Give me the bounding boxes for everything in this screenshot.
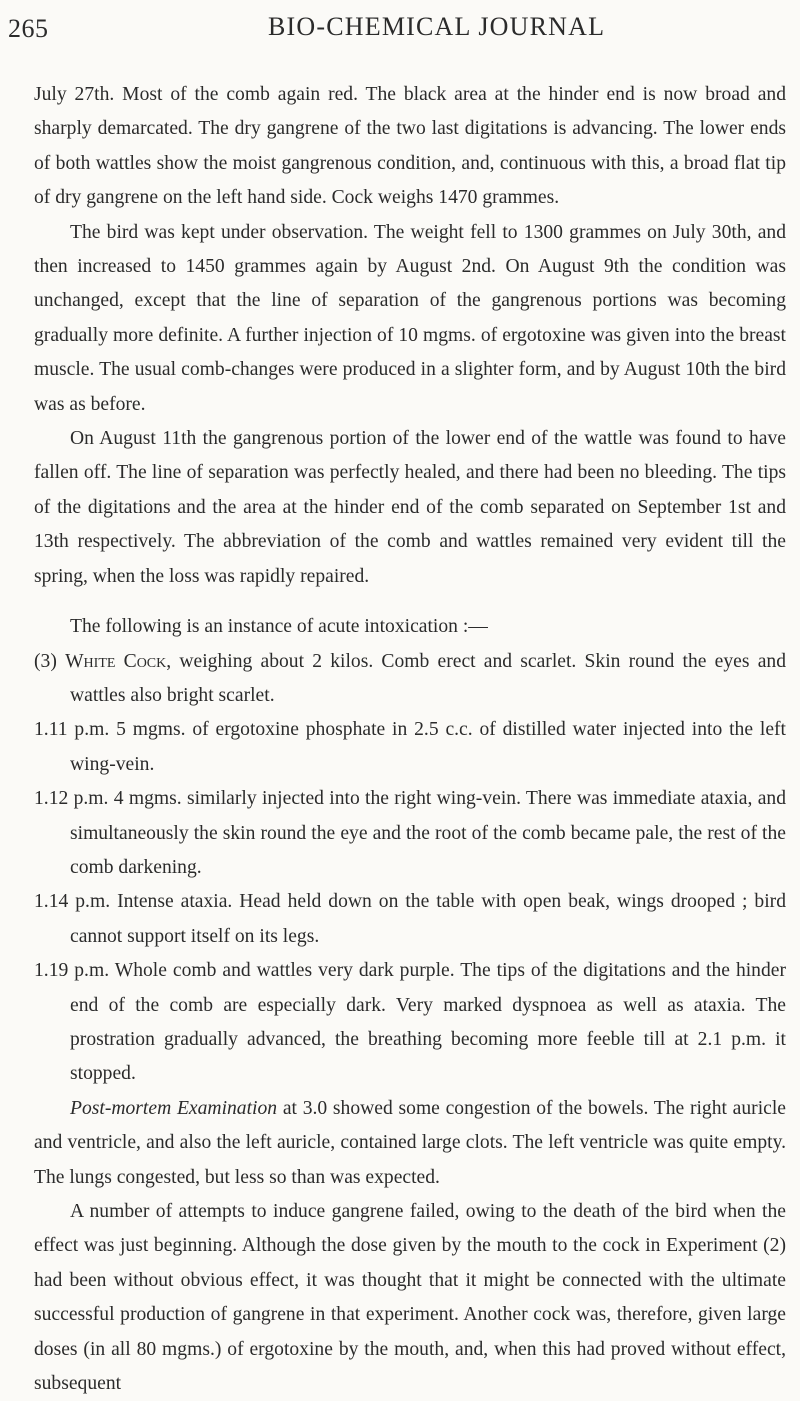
- post-mortem-text: at 3.0 showed some congestion of the bowels. The right auricle and ventricle, and also the left auricle, contained large clots. The left ventricle was quite empty. The lungs congested, but less so than was expected.: [34, 1097, 786, 1188]
- experiment-description: weighing about 2 kilos. Comb erect and scarlet. Skin round the eyes and wattles also bright scarlet.: [70, 650, 786, 706]
- paragraph-attempts: A number of attempts to induce gangrene failed, owing to the death of the bird when the effect was just beginning. Although the dose given by the mouth to the cock in Experiment (2) had been without obvious effect, it was thought that it might be connected with the ultimate successful production of gangrene in that experiment. Another cock was, therefore, given large doses (in all 80 mgms.) of ergotoxine by the mouth, and, when this had proved without effect, subsequent: [34, 1201, 786, 1395]
- post-mortem-paragraph: [34, 1092, 786, 1195]
- page-number: 265: [8, 14, 49, 43]
- post-mortem-heading: Post-mortem Examination: [70, 1097, 278, 1119]
- time-entry-1-11: 1.11 p.m. 5 mgms. of ergotoxine phosphate in 2.5 c.c. of distilled water injected into the left wing-vein.: [34, 719, 786, 775]
- body-text: [34, 78, 786, 1401]
- paragraph-july-27: July 27th. Most of the comb again red. The black area at the hinder end is now broad and sharply demarcated. The dry gangrene of the two last digitations is advancing. The lower ends of both wattles show the moist gangrenous condition, and, continuous with this, a broad flat tip of dry gangrene on the left hand side. Cock weighs 1470 grammes.: [34, 84, 786, 209]
- experiment-label: (3): [34, 650, 57, 672]
- experiment-3-entry: [34, 645, 786, 714]
- paragraph-observation: The bird was kept under observation. The weight fell to 1300 grammes on July 30th, and then increased to 1450 grammes again by August 2nd. On August 9th the condition was unchanged, except that the line of separation of the gangrenous portions was becoming gradually more definite. A further injection of 10 mgms. of ergotoxine was given into the breast muscle. The usual comb-changes were produced in a slighter form, and by August 10th the bird was as before.: [34, 221, 786, 415]
- page-header: [0, 6, 800, 46]
- time-entry-1-12: 1.12 p.m. 4 mgms. similarly injected into the right wing-vein. There was immediate ataxia, and simultaneously the skin round the eye and the root of the comb became pale, the rest of the comb darkening.: [34, 788, 786, 878]
- running-head: BIO-CHEMICAL JOURNAL: [268, 12, 606, 41]
- time-entry-1-19: 1.19 p.m. Whole comb and wattles very dark purple. The tips of the digitations and the hinder end of the comb are especially dark. Very marked dyspnoea as well as ataxia. The prostration gradually advanced, the breathing becoming more feeble till at 2.1 p.m. it stopped.: [34, 960, 786, 1085]
- time-entry-1-14: 1.14 p.m. Intense ataxia. Head held down on the table with open beak, wings drooped ; bird cannot support itself on its legs.: [34, 891, 786, 947]
- experiment-subject: White Cock,: [65, 650, 172, 672]
- paragraph-acute-intro: The following is an instance of acute intoxication :—: [70, 616, 488, 638]
- paragraph-august-11: On August 11th the gangrenous portion of the lower end of the wattle was found to have fallen off. The line of separation was perfectly healed, and there had been no bleeding. The tips of the digitations and the area at the hinder end of the comb separated on September 1st and 13th respectively. The abbreviation of the comb and wattles remained very evident till the spring, when the loss was rapidly repaired.: [34, 428, 786, 587]
